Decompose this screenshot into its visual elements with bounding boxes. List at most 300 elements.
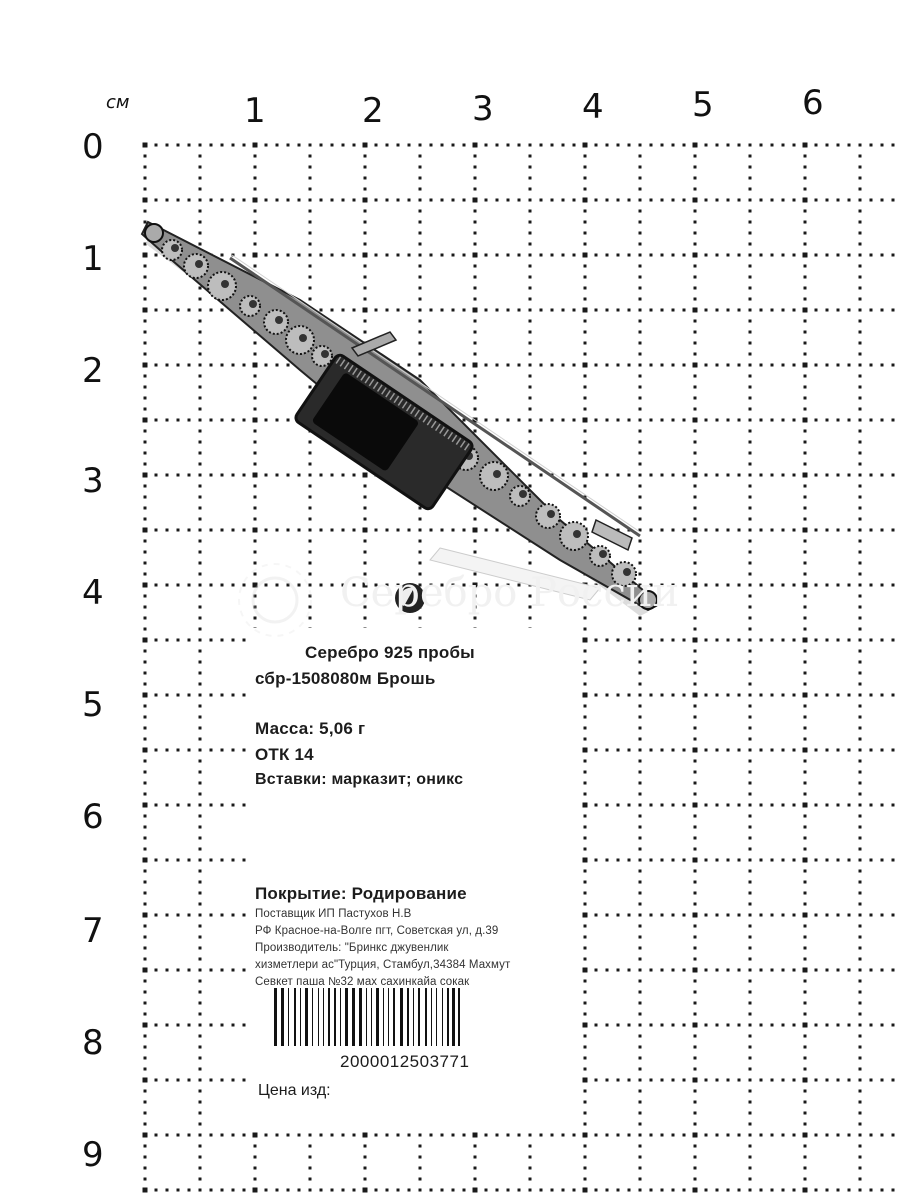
grid-dot (672, 804, 675, 807)
grid-dot (639, 826, 642, 829)
grid-dot (375, 529, 378, 532)
grid-dot (804, 342, 807, 345)
grid-dot (144, 738, 147, 741)
grid-dot (199, 771, 202, 774)
grid-dot (661, 1024, 664, 1027)
grid-dot (859, 551, 862, 554)
grid-dot (727, 694, 730, 697)
grid-dot (199, 969, 202, 972)
grid-dot (804, 650, 807, 653)
grid-dot (166, 804, 169, 807)
grid-dot (309, 232, 312, 235)
x-label-4: 4 (582, 87, 604, 127)
grid-dot (749, 947, 752, 950)
grid-dot (826, 1189, 829, 1192)
grid-dot (738, 1024, 741, 1027)
grid-dot (331, 474, 334, 477)
grid-dot (606, 254, 609, 257)
grid-dot (694, 1090, 697, 1093)
grid-dot (386, 1189, 389, 1192)
grid-dot (583, 693, 588, 698)
grid-dot (639, 925, 642, 928)
grid-dot (826, 309, 829, 312)
grid-dot (892, 474, 895, 477)
grid-dot (210, 749, 213, 752)
marcasite-bead (171, 244, 179, 252)
grid-dot (650, 1079, 653, 1082)
grid-dot (584, 1035, 587, 1038)
grid-dot (243, 419, 246, 422)
grid-dot (749, 1156, 752, 1159)
grid-dot (617, 474, 620, 477)
grid-dot (485, 199, 488, 202)
grid-dot (254, 408, 257, 411)
grid-dot (804, 848, 807, 851)
watermark-logo-core (253, 578, 297, 622)
grid-dot (529, 276, 532, 279)
grid-dot (419, 529, 422, 532)
grid-dot (837, 914, 840, 917)
grid-dot (683, 1134, 686, 1137)
grid-dot (738, 419, 741, 422)
grid-dot (353, 1189, 356, 1192)
grid-dot (815, 969, 818, 972)
grid-dot (650, 199, 653, 202)
grid-dot (749, 529, 752, 532)
grid-dot (749, 496, 752, 499)
grid-dot (254, 232, 257, 235)
grid-dot (628, 199, 631, 202)
grid-dot (199, 386, 202, 389)
grid-dot (584, 870, 587, 873)
grid-dot (804, 320, 807, 323)
grid-dot (144, 276, 147, 279)
grid-dot (716, 1189, 719, 1192)
grid-dot (693, 968, 698, 973)
grid-dot (859, 683, 862, 686)
grid-dot (364, 298, 367, 301)
grid-dot (727, 859, 730, 862)
grid-dot (529, 265, 532, 268)
grid-dot (804, 826, 807, 829)
grid-dot (859, 419, 862, 422)
grid-dot (254, 430, 257, 433)
grid-dot (848, 749, 851, 752)
grid-dot (177, 969, 180, 972)
grid-dot (155, 254, 158, 257)
grid-dot (749, 562, 752, 565)
grid-dot (881, 914, 884, 917)
grid-dot (628, 914, 631, 917)
grid-dot (199, 1035, 202, 1038)
barcode-bar (334, 988, 336, 1046)
grid-dot (364, 1145, 367, 1148)
grid-dot (859, 617, 862, 620)
grid-dot (143, 308, 148, 313)
grid-dot (694, 1068, 697, 1071)
grid-dot (815, 749, 818, 752)
grid-dot (199, 232, 202, 235)
grid-dot (298, 254, 301, 257)
grid-dot (584, 177, 587, 180)
grid-dot (518, 144, 521, 147)
grid-dot (551, 254, 554, 257)
grid-dot (243, 364, 246, 367)
grid-dot (529, 188, 532, 191)
grid-dot (859, 782, 862, 785)
grid-dot (859, 166, 862, 169)
grid-dot (155, 364, 158, 367)
grid-dot (848, 1079, 851, 1082)
grid-dot (859, 232, 862, 235)
grid-dot (760, 1189, 763, 1192)
grid-dot (583, 913, 588, 918)
grid-dot (243, 144, 246, 147)
grid-dot (144, 551, 147, 554)
grid-dot (144, 650, 147, 653)
grid-dot (694, 463, 697, 466)
grid-dot (760, 309, 763, 312)
grid-dot (320, 1189, 323, 1192)
grid-dot (419, 221, 422, 224)
grid-dot (628, 1134, 631, 1137)
grid-dot (639, 881, 642, 884)
grid-dot (628, 969, 631, 972)
grid-dot (210, 1189, 213, 1192)
grid-dot (573, 309, 576, 312)
grid-dot (639, 683, 642, 686)
grid-dot (254, 540, 257, 543)
grid-dot (793, 914, 796, 917)
grid-dot (782, 749, 785, 752)
grid-dot (694, 265, 697, 268)
grid-dot (793, 144, 796, 147)
grid-dot (155, 309, 158, 312)
grid-dot (881, 309, 884, 312)
grid-dot (694, 881, 697, 884)
grid-dot (166, 144, 169, 147)
grid-dot (859, 760, 862, 763)
grid-dot (639, 1189, 642, 1192)
grid-dot (683, 914, 686, 917)
grid-dot (144, 947, 147, 950)
grid-dot (859, 881, 862, 884)
grid-dot (210, 199, 213, 202)
grid-dot (771, 254, 774, 257)
grid-dot (452, 1134, 455, 1137)
grid-dot (144, 496, 147, 499)
grid-dot (793, 584, 796, 587)
grid-dot (804, 1123, 807, 1126)
grid-dot (606, 1079, 609, 1082)
grid-dot (144, 760, 147, 763)
barcode-bar (442, 988, 443, 1046)
grid-dot (199, 782, 202, 785)
grid-dot (144, 1101, 147, 1104)
grid-dot (749, 1189, 752, 1192)
grid-dot (859, 848, 862, 851)
grid-dot (309, 518, 312, 521)
grid-dot (199, 397, 202, 400)
grid-dot (804, 837, 807, 840)
grid-dot (584, 386, 587, 389)
grid-dot (650, 419, 653, 422)
grid-dot (804, 793, 807, 796)
grid-dot (166, 969, 169, 972)
grid-dot (727, 364, 730, 367)
grid-dot (892, 639, 895, 642)
grid-dot (749, 221, 752, 224)
grid-dot (419, 243, 422, 246)
grid-dot (166, 364, 169, 367)
grid-dot (177, 199, 180, 202)
grid-dot (859, 1145, 862, 1148)
grid-dot (199, 628, 202, 631)
grid-dot (705, 639, 708, 642)
grid-dot (199, 837, 202, 840)
grid-dot (749, 452, 752, 455)
grid-dot (804, 166, 807, 169)
grid-dot (694, 782, 697, 785)
grid-dot (705, 1079, 708, 1082)
grid-dot (419, 1156, 422, 1159)
grid-dot (143, 143, 148, 148)
grid-dot (584, 331, 587, 334)
watermark-logo-ring (239, 564, 311, 636)
grid-dot (254, 1156, 257, 1159)
grid-dot (694, 683, 697, 686)
grid-dot (562, 1189, 565, 1192)
grid-dot (232, 474, 235, 477)
grid-dot (826, 969, 829, 972)
grid-dot (188, 364, 191, 367)
grid-dot (782, 969, 785, 972)
grid-dot (584, 452, 587, 455)
grid-dot (144, 342, 147, 345)
grid-dot (441, 1134, 444, 1137)
tag-maker-1: Производитель: "Бринкс джувенлик (255, 942, 449, 954)
grid-dot (793, 1079, 796, 1082)
grid-dot (848, 694, 851, 697)
grid-dot (693, 583, 698, 588)
grid-dot (309, 1145, 312, 1148)
grid-dot (694, 650, 697, 653)
grid-dot (199, 870, 202, 873)
grid-dot (320, 254, 323, 257)
grid-dot (583, 748, 588, 753)
grid-dot (693, 418, 698, 423)
grid-dot (804, 265, 807, 268)
grid-dot (144, 716, 147, 719)
grid-dot (144, 265, 147, 268)
grid-dot (749, 859, 752, 862)
grid-dot (650, 749, 653, 752)
grid-dot (782, 1024, 785, 1027)
grid-dot (705, 1134, 708, 1137)
grid-dot (584, 276, 587, 279)
grid-dot (309, 562, 312, 565)
grid-dot (584, 727, 587, 730)
grid-dot (848, 1134, 851, 1137)
grid-dot (177, 1134, 180, 1137)
grid-dot (639, 892, 642, 895)
grid-dot (628, 639, 631, 642)
grid-dot (221, 144, 224, 147)
grid-dot (386, 309, 389, 312)
grid-dot (188, 914, 191, 917)
grid-dot (583, 858, 588, 863)
grid-dot (430, 1189, 433, 1192)
grid-dot (155, 1189, 158, 1192)
grid-dot (144, 1002, 147, 1005)
grid-dot (716, 804, 719, 807)
grid-dot (639, 265, 642, 268)
grid-dot (639, 661, 642, 664)
grid-dot (628, 309, 631, 312)
grid-dot (474, 617, 477, 620)
grid-dot (584, 705, 587, 708)
grid-dot (859, 364, 862, 367)
grid-dot (331, 529, 334, 532)
grid-dot (419, 1134, 422, 1137)
grid-dot (694, 243, 697, 246)
grid-dot (727, 1079, 730, 1082)
grid-dot (232, 419, 235, 422)
grid-dot (584, 628, 587, 631)
grid-dot (232, 804, 235, 807)
grid-dot (650, 1134, 653, 1137)
grid-dot (606, 144, 609, 147)
grid-dot (738, 969, 741, 972)
grid-dot (166, 529, 169, 532)
grid-dot (199, 331, 202, 334)
grid-dot (166, 914, 169, 917)
grid-dot (529, 1189, 532, 1192)
grid-dot (804, 1057, 807, 1060)
grid-dot (254, 452, 257, 455)
barcode-number: 2000012503771 (340, 1052, 470, 1071)
grid-dot (727, 584, 730, 587)
grid-dot (749, 837, 752, 840)
grid-dot (661, 804, 664, 807)
grid-dot (804, 661, 807, 664)
grid-dot (155, 1024, 158, 1027)
grid-dot (694, 1013, 697, 1016)
grid-dot (210, 694, 213, 697)
grid-dot (144, 1178, 147, 1181)
grid-dot (144, 430, 147, 433)
grid-dot (803, 308, 808, 313)
grid-dot (155, 914, 158, 917)
grid-dot (298, 199, 301, 202)
grid-dot (309, 1134, 312, 1137)
grid-dot (803, 1133, 808, 1138)
grid-dot (210, 144, 213, 147)
grid-dot (870, 254, 873, 257)
grid-dot (562, 144, 565, 147)
grid-dot (199, 518, 202, 521)
grid-dot (397, 144, 400, 147)
grid-dot (639, 837, 642, 840)
grid-dot (253, 1133, 258, 1138)
grid-dot (749, 1035, 752, 1038)
grid-dot (166, 199, 169, 202)
grid-dot (804, 672, 807, 675)
y-label-0: 0 (82, 127, 104, 167)
grid-dot (749, 804, 752, 807)
grid-dot (815, 419, 818, 422)
grid-dot (529, 243, 532, 246)
grid-dot (749, 815, 752, 818)
grid-dot (859, 628, 862, 631)
grid-dot (199, 881, 202, 884)
grid-dot (474, 430, 477, 433)
grid-dot (639, 1178, 642, 1181)
grid-dot (693, 748, 698, 753)
grid-dot (606, 419, 609, 422)
grid-dot (199, 727, 202, 730)
grid-dot (749, 672, 752, 675)
grid-dot (529, 364, 532, 367)
grid-dot (363, 1188, 368, 1193)
grid-dot (793, 749, 796, 752)
grid-dot (804, 892, 807, 895)
grid-dot (540, 474, 543, 477)
grid-dot (584, 1101, 587, 1104)
grid-dot (188, 419, 191, 422)
grid-dot (254, 188, 257, 191)
grid-dot (859, 925, 862, 928)
grid-dot (870, 364, 873, 367)
grid-dot (815, 1024, 818, 1027)
grid-dot (870, 419, 873, 422)
grid-dot (309, 265, 312, 268)
grid-dot (584, 1167, 587, 1170)
grid-dot (771, 309, 774, 312)
grid-dot (749, 298, 752, 301)
grid-dot (694, 1101, 697, 1104)
grid-dot (672, 529, 675, 532)
grid-dot (639, 331, 642, 334)
grid-dot (540, 419, 543, 422)
grid-dot (408, 254, 411, 257)
grid-dot (606, 1189, 609, 1192)
grid-dot (144, 1112, 147, 1115)
grid-dot (693, 1133, 698, 1138)
grid-dot (650, 859, 653, 862)
grid-dot (639, 705, 642, 708)
grid-dot (859, 639, 862, 642)
grid-dot (639, 727, 642, 730)
grid-dot (628, 474, 631, 477)
grid-dot (848, 309, 851, 312)
grid-dot (199, 914, 202, 917)
grid-dot (474, 408, 477, 411)
grid-dot (694, 221, 697, 224)
grid-dot (309, 496, 312, 499)
grid-dot (749, 892, 752, 895)
barcode-bar (425, 988, 427, 1046)
grid-dot (584, 826, 587, 829)
grid-dot (705, 529, 708, 532)
grid-dot (254, 177, 257, 180)
grid-dot (749, 650, 752, 653)
grid-dot (870, 144, 873, 147)
grid-dot (166, 859, 169, 862)
grid-dot (155, 749, 158, 752)
grid-dot (694, 452, 697, 455)
grid-dot (177, 584, 180, 587)
